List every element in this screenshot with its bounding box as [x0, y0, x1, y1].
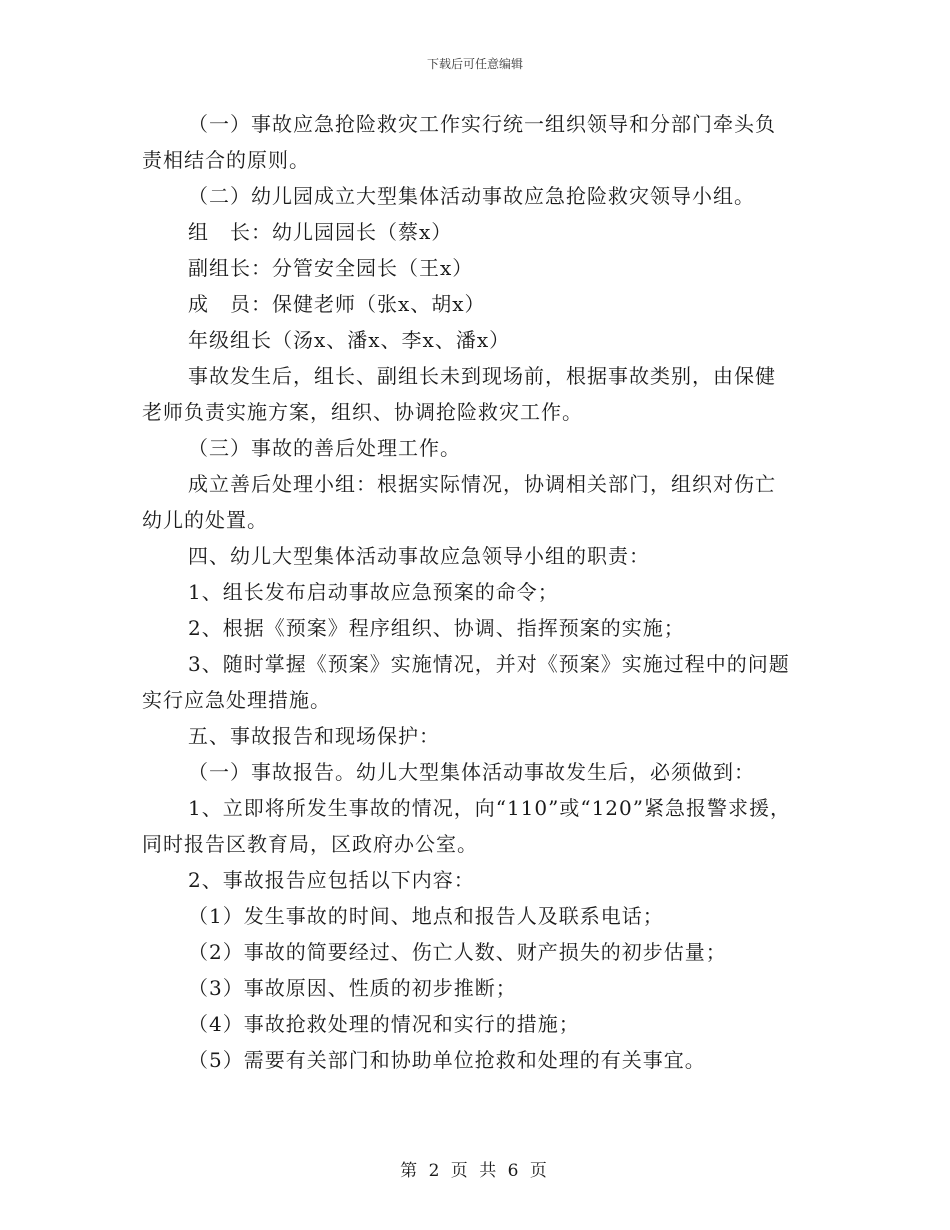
- paragraph-line: 成立善后处理小组：根据实际情况，协调相关部门，组织对伤亡: [188, 472, 776, 496]
- paragraph-line: （4）事故抢救处理的情况和实行的措施；: [188, 1012, 580, 1036]
- paragraph-line: （5）需要有关部门和协助单位抢救和处理的有关事宜。: [188, 1048, 706, 1072]
- paragraph-line: 幼儿的处置。: [142, 508, 268, 532]
- paragraph-line: 2、根据《预案》程序组织、协调、指挥预案的实施；: [188, 616, 685, 640]
- paragraph-line: 责相结合的原则。: [142, 148, 310, 172]
- paragraph-line: 五、事故报告和现场保护：: [188, 724, 440, 748]
- paragraph-line: 年级组长（汤x、潘x、李x、潘x）: [188, 328, 511, 352]
- paragraph-line: 1、组长发布启动事故应急预案的命令；: [188, 580, 559, 604]
- page-header: 下载后可任意编辑: [426, 57, 523, 71]
- paragraph-line: 组 长：幼儿园园长（蔡x）: [188, 220, 453, 244]
- paragraph-line: 老师负责实施方案，组织、协调抢险救灾工作。: [142, 400, 583, 424]
- paragraph-line: 四、幼儿大型集体活动事故应急领导小组的职责：: [188, 544, 650, 568]
- paragraph-line: （1）发生事故的时间、地点和报告人及联系电话；: [188, 904, 664, 928]
- paragraph-line: （一）事故应急抢险救灾工作实行统一组织领导和分部门牵头负: [188, 112, 776, 136]
- paragraph-line: （2）事故的简要经过、伤亡人数、财产损失的初步估量；: [188, 940, 727, 964]
- page-number: 第 2 页 共 6 页: [400, 1161, 550, 1181]
- paragraph-line: （3）事故原因、性质的初步推断；: [188, 976, 517, 1000]
- paragraph-line: （一）事故报告。幼儿大型集体活动事故发生后，必须做到：: [188, 760, 755, 784]
- paragraph-line: 3、随时掌握《预案》实施情况，并对《预案》实施过程中的问题: [188, 652, 790, 676]
- paragraph-line: 同时报告区教育局，区政府办公室。: [142, 832, 478, 856]
- document-body: [142, 106, 822, 1078]
- paragraph-line: （三）事故的善后处理工作。: [188, 436, 461, 460]
- paragraph-line: 成 员：保健老师（张x、胡x）: [188, 292, 486, 316]
- paragraph-line: 1、立即将所发生事故的情况，向“110”或“120”紧急报警求援，: [188, 796, 791, 820]
- paragraph-line: （二）幼儿园成立大型集体活动事故应急抢险救灾领导小组。: [188, 184, 755, 208]
- paragraph-line: 事故发生后，组长、副组长未到现场前，根据事故类别，由保健: [188, 364, 776, 388]
- paragraph-line: 副组长：分管安全园长（王x）: [188, 256, 474, 280]
- paragraph-line: 实行应急处理措施。: [142, 688, 331, 712]
- paragraph-line: 2、事故报告应包括以下内容：: [188, 868, 475, 892]
